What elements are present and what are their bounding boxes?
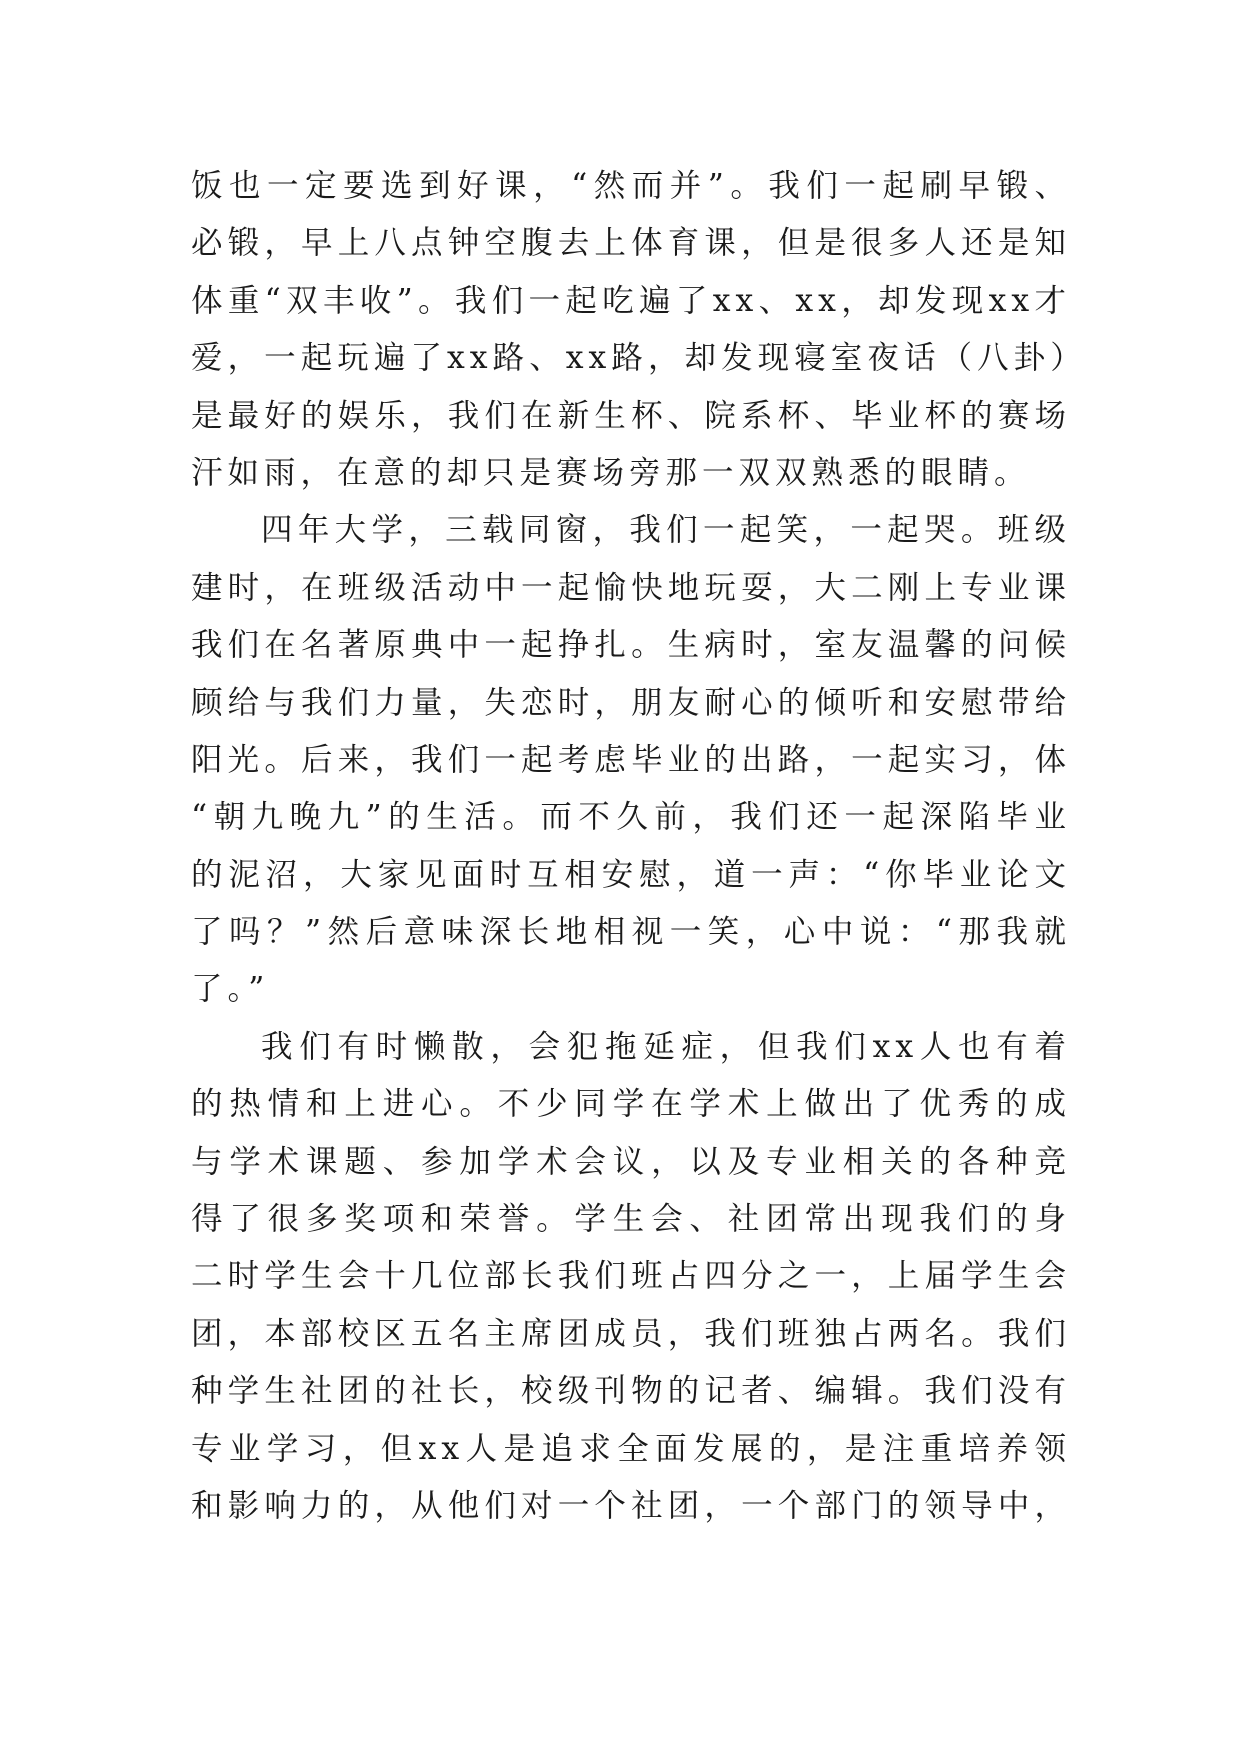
text-line: 阳光。后来，我们一起考虑毕业的出路，一起实习，体 xyxy=(191,741,1071,778)
text-line: 团，本部校区五名主席团成员，我们班独占两名。我们 xyxy=(191,1315,1071,1352)
text-line: 的热情和上进心。不少同学在学术上做出了优秀的成 xyxy=(191,1086,1071,1123)
text-line: 我们有时懒散，会犯拖延症，但我们xx人也有着 xyxy=(261,1028,1071,1065)
text-line: 饭也一定要选到好课，“然而并”。我们一起刷早锻、 xyxy=(191,168,1071,204)
text-line: 我们在名著原典中一起挣扎。生病时，室友温馨的问候 xyxy=(191,627,1071,664)
text-line: 四年大学，三载同窗，我们一起笑，一起哭。班级 xyxy=(261,512,1071,549)
document-body xyxy=(191,158,1071,1535)
text-line: 了吗？”然后意味深长地相视一笑，心中说：“那我就 xyxy=(191,914,1071,951)
text-line: 种学生社团的社长，校级刊物的记者、编辑。我们没有 xyxy=(191,1373,1071,1410)
text-line: 建时，在班级活动中一起愉快地玩耍，大二刚上专业课 xyxy=(191,569,1071,606)
text-line: 汗如雨，在意的却只是赛场旁那一双双熟悉的眼睛。 xyxy=(191,454,1031,491)
text-line: 与学术课题、参加学术会议，以及专业相关的各种竞 xyxy=(191,1143,1071,1180)
text-line: “朝九晚九”的生活。而不久前，我们还一起深陷毕业 xyxy=(191,799,1071,836)
text-line: 和影响力的，从他们对一个社团，一个部门的领导中， xyxy=(191,1487,1071,1524)
text-line: 体重“双丰收”。我们一起吃遍了xx、xx，却发现xx才 xyxy=(191,282,1071,319)
text-line: 爱，一起玩遍了xx路、xx路，却发现寝室夜话（八卦） xyxy=(191,340,1071,377)
text-line: 是最好的娱乐，我们在新生杯、院系杯、毕业杯的赛场 xyxy=(191,397,1071,434)
text-line: 得了很多奖项和荣誉。学生会、社团常出现我们的身 xyxy=(191,1201,1071,1238)
text-line: 的泥沼，大家见面时互相安慰，道一声：“你毕业论文 xyxy=(191,856,1071,893)
text-line: 顾给与我们力量，失恋时，朋友耐心的倾听和安慰带给 xyxy=(191,684,1071,721)
text-line: 了。” xyxy=(191,971,270,1008)
text-line: 专业学习，但xx人是追求全面发展的，是注重培养领 xyxy=(191,1430,1071,1467)
text-line: 必锻，早上八点钟空腹去上体育课，但是很多人还是知 xyxy=(191,225,1071,262)
text-line: 二时学生会十几位部长我们班占四分之一，上届学生会 xyxy=(191,1258,1071,1295)
